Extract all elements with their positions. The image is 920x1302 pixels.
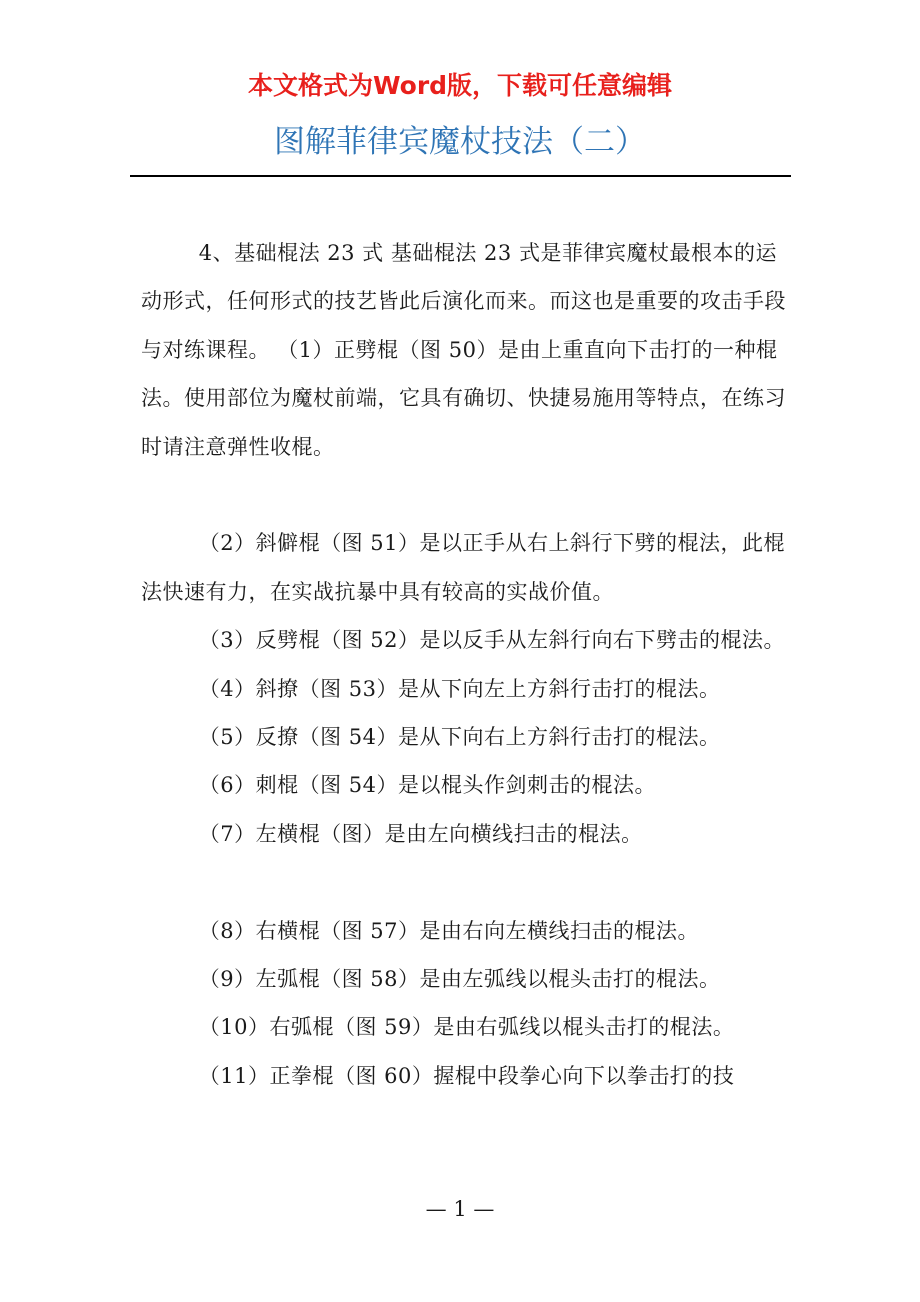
paragraph-technique-5: （5）反撩（图 54）是从下向右上方斜行击打的棍法。 — [198, 725, 721, 750]
download-banner: 本文格式为Word版，下载可任意编辑 — [247, 71, 673, 100]
paragraph-gap — [141, 858, 789, 906]
paragraph-technique-10: （10）右弧棍（图 59）是由右弧线以棍头击打的棍法。 — [198, 1015, 735, 1040]
paragraph-technique-11: （11）正拳棍（图 60）握棍中段拳心向下以拳击打的技 — [198, 1063, 735, 1088]
section-heading: 4、基础棍法 23 式 — [198, 241, 384, 265]
intro-text: 基础棍法 23 式是菲律宾魔杖最根本的运动形式，任何形式的技艺皆此后演化而来。而这也是重要的攻击手段与对练课程。 — [141, 241, 786, 362]
page-number: — 1 — — [425, 1197, 495, 1221]
paragraph-technique-4: （4）斜撩（图 53）是从下向左上方斜行击打的棍法。 — [198, 676, 721, 701]
paragraph-gap — [141, 471, 789, 519]
paragraph-technique-6: （6）刺棍（图 54）是以棍头作剑刺击的棍法。 — [198, 773, 657, 798]
page-title: 图解菲律宾魔杖技法（二） — [274, 124, 646, 160]
paragraph-technique-3: （3）反劈棍（图 52）是以反手从左斜行向右下劈击的棍法。 — [198, 628, 786, 653]
paragraph-technique-8: （8）右横棍（图 57）是由右向左横线扫击的棍法。 — [198, 918, 700, 943]
technique-1-text: （1）正劈棍（图 50）是由上重直向下击打的一种棍法。使用部位为魔杖前端，它具有确切、快捷易施用等特点，在练习时请注意弹性收棍。 — [141, 337, 786, 459]
title-underline — [130, 175, 791, 177]
paragraph-intro — [141, 229, 789, 471]
document-body — [141, 229, 789, 1100]
paragraph-technique-7: （7）左横棍（图）是由左向横线扫击的棍法。 — [198, 821, 643, 846]
paragraph-technique-9: （9）左弧棍（图 58）是由左弧线以棍头击打的棍法。 — [198, 967, 721, 992]
paragraph-technique-2: （2）斜僻棍（图 51）是以正手从右上斜行下劈的棍法，此棍法快速有力，在实战抗暴中具有较高的实战价值。 — [141, 531, 786, 604]
